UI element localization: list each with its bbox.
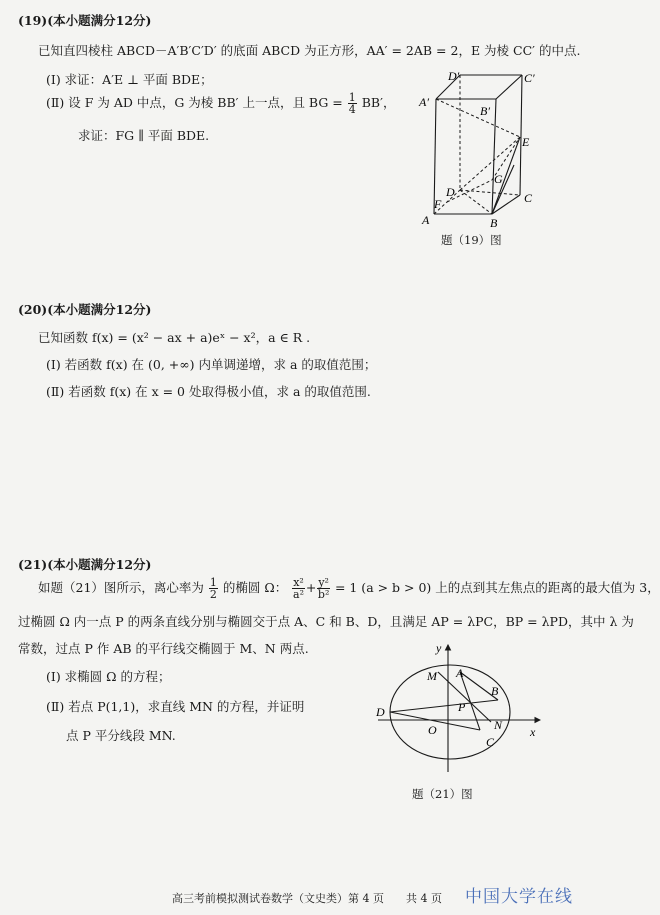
q19-stem: 已知直四棱柱 ABCD－A′B′C′D′ 的底面 ABCD 为正方形，AA′ = 2AB = 2，E 为棱 CC′ 的中点. — [38, 43, 581, 58]
q19-label-C: C — [524, 191, 533, 205]
q21-label-O: O — [428, 723, 437, 737]
q21-label-x: x — [530, 725, 536, 739]
q21-ecc-num: 1 — [209, 576, 217, 589]
q19-part2-before: (Ⅱ) 设 F 为 AD 中点，G 为棱 BB′ 上一点，且 BG = — [46, 95, 343, 110]
q21-part1: (Ⅰ) 求椭圆 Ω 的方程； — [46, 669, 171, 684]
q21-ecc-fraction — [209, 577, 218, 600]
q19-label-A: A — [422, 213, 430, 227]
q20-header: (20)(本小题满分12分) — [18, 302, 152, 317]
q21-label-B: B — [491, 684, 499, 698]
q19-label-B1: B′ — [480, 104, 490, 118]
q21-eq-x-fraction — [292, 577, 305, 600]
q19-part2-prove: 求证：FG ∥ 平面 BDE. — [78, 128, 210, 143]
q19-label-F: F — [434, 197, 442, 211]
q21-line1-a: 如题（21）图所示，离心率为 — [38, 580, 204, 595]
q21-ecc-den: 2 — [209, 588, 217, 601]
q20-part1: (Ⅰ) 若函数 f(x) 在 (0, +∞) 内单调递增，求 a 的取值范围； — [46, 357, 377, 372]
q21-label-A: A — [456, 666, 464, 680]
q21-line2: 过椭圆 Ω 内一点 P 的两条直线分别与椭圆交于点 A、C 和 B、D，且满足 AP = λPC，BP = λPD，其中 λ 为 — [18, 614, 634, 629]
q19-figure-caption: 题（19）图 — [441, 233, 502, 247]
q19-label-B: B — [490, 216, 498, 230]
q21-eq-x-den: a² — [293, 588, 305, 601]
q21-eq-x-num: x² — [293, 576, 304, 589]
watermark: 中国大学在线 — [465, 887, 573, 907]
q19-label-D1: D′ — [448, 69, 460, 83]
q20-stem: 已知函数 f(x) = (x² − ax + a)eˣ − x²，a ∈ R . — [38, 330, 311, 345]
q19-prism-figure — [412, 62, 552, 230]
q20-part2: (Ⅱ) 若函数 f(x) 在 x = 0 处取得极小值，求 a 的取值范围. — [46, 384, 371, 399]
q21-label-C: C — [486, 735, 495, 749]
q21-label-P: P — [458, 700, 466, 714]
q21-eq-y-num: y² — [318, 576, 329, 589]
q19-label-E: E — [522, 135, 530, 149]
q21-label-M: M — [427, 669, 437, 683]
q21-line1-b: 的椭圆 Ω： — [222, 580, 288, 595]
q21-line3: 常数，过点 P 作 AB 的平行线交椭圆于 M、N 两点. — [18, 641, 309, 656]
q19-label-C1: C′ — [524, 71, 535, 85]
q19-label-A1: A′ — [419, 95, 429, 109]
q19-bg-fraction — [348, 92, 357, 115]
q19-part2 — [46, 92, 395, 115]
q21-part2b: 点 P 平分线段 MN. — [66, 728, 176, 743]
page-footer: 高三考前模拟测试卷数学（文史类）第 4 页 共 4 页 — [172, 892, 442, 905]
q19-part1: (Ⅰ) 求证：A′E ⊥ 平面 BDE； — [46, 72, 213, 87]
q19-frac-den: 4 — [348, 103, 356, 116]
q21-label-y: y — [436, 641, 442, 655]
q19-frac-num: 1 — [348, 91, 356, 104]
q21-label-D: D — [376, 705, 385, 719]
q21-label-N: N — [494, 718, 503, 732]
q21-part2: (Ⅱ) 若点 P(1,1)，求直线 MN 的方程，并证明 — [46, 699, 305, 714]
q19-label-G: G — [494, 172, 503, 186]
q19-label-D: D — [446, 185, 455, 199]
q19-part2-after: BB′， — [361, 95, 396, 110]
q21-ellipse-figure — [370, 640, 550, 780]
q21-eq-y-fraction — [317, 577, 330, 600]
q19-header: (19)(本小题满分12分) — [18, 13, 152, 28]
q21-header: (21)(本小题满分12分) — [18, 557, 152, 572]
q21-line1: 如题（21）图所示，离心率为 $\frac{1}{2}$ 的椭圆 Ω： $\frac{\text{x²}}{\text{a²}}$ + $\frac{\text{y²}}{\text{b²}}$ = 1 (a > b > 0) 上的点到其左焦点的距离的最大值为 3， — [38, 576, 660, 601]
q21-eq-y-den: b² — [317, 588, 330, 601]
q21-line1-c: = 1 (a > b > 0) 上的点到其左焦点的距离的最大值为 3， — [334, 580, 660, 595]
q21-figure-caption: 题（21）图 — [412, 787, 473, 801]
